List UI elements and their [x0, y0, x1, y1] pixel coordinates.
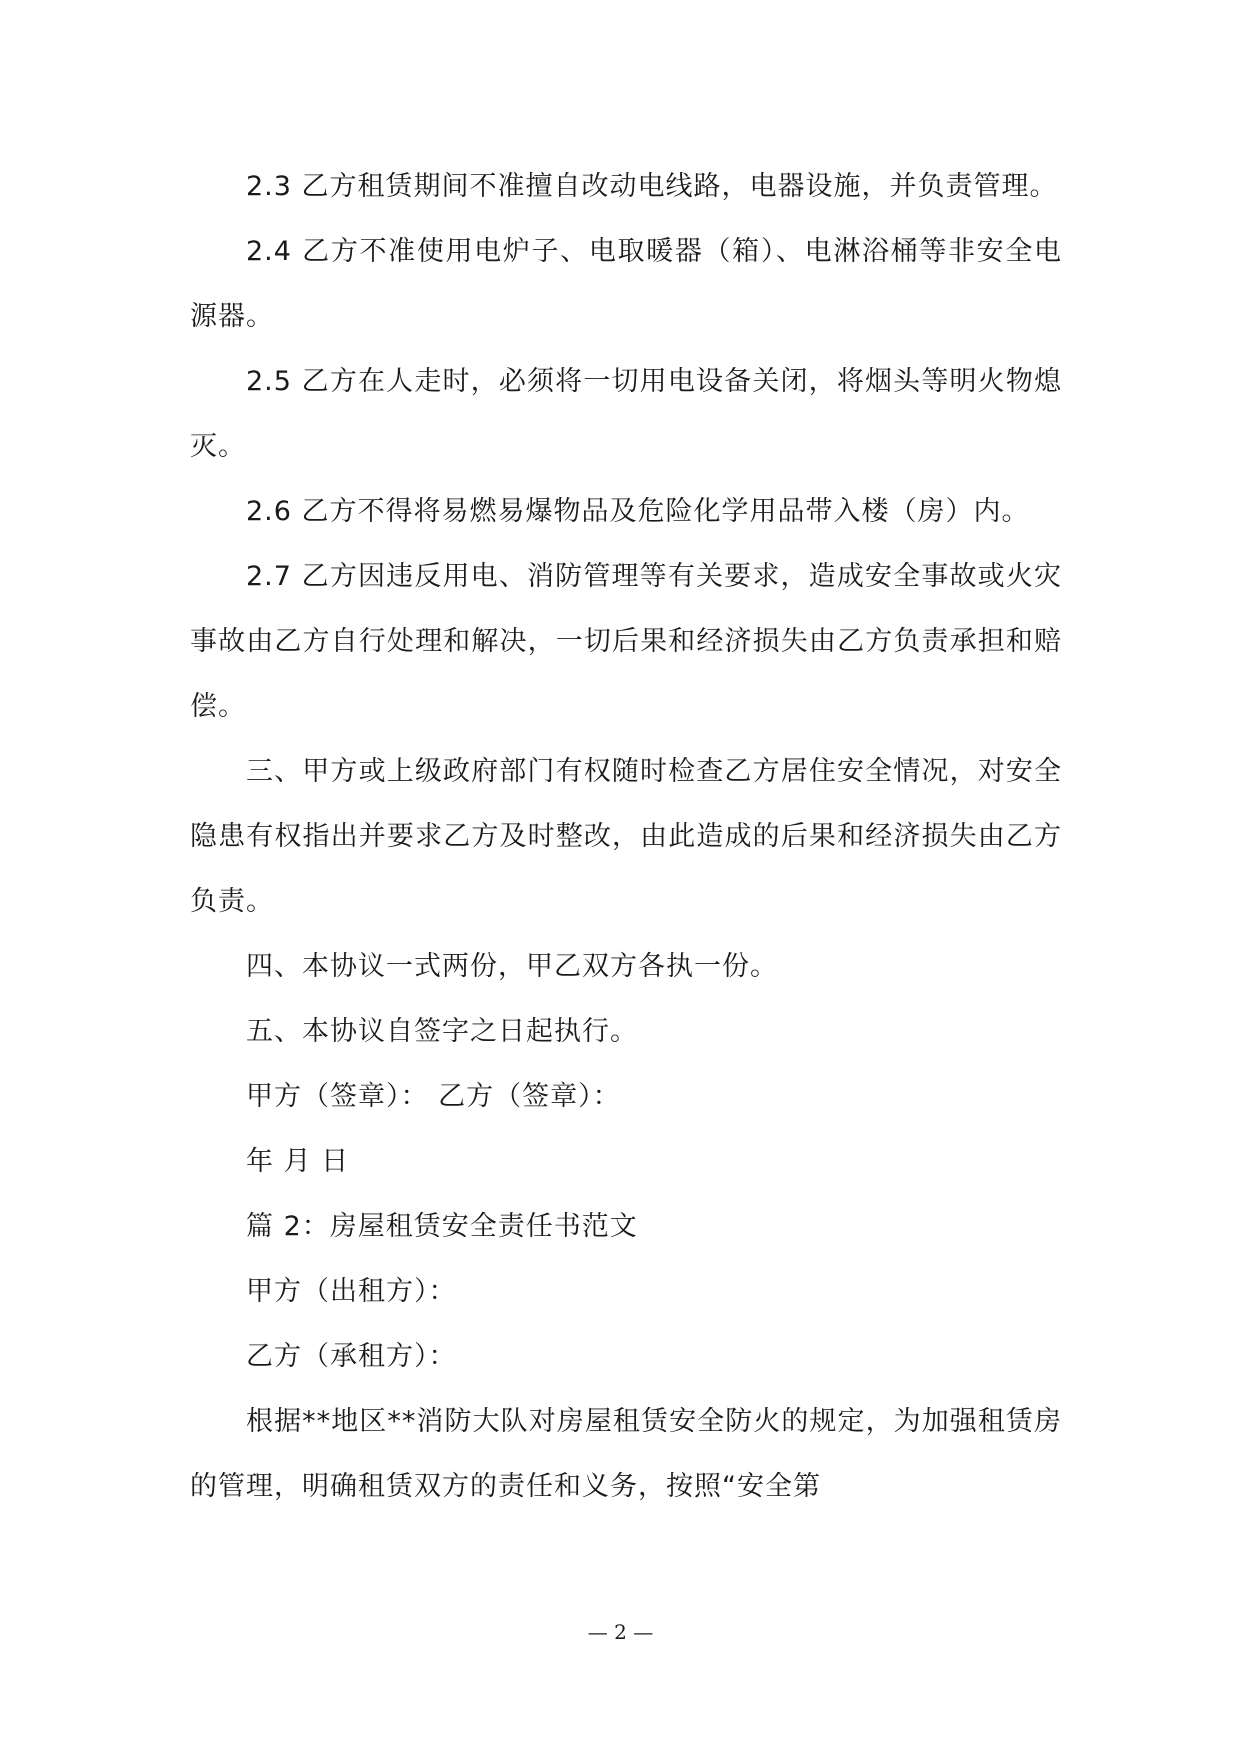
intro-paragraph: 根据**地区**消防大队对房屋租赁安全防火的规定，为加强租赁房的管理，明确租赁双方的责任和义务，按照“安全第 [190, 1406, 1062, 1502]
clause-5: 五、本协议自签字之日起执行。 [246, 1016, 638, 1047]
document-body [190, 154, 1062, 1519]
clause-2-4: 2.4 乙方不准使用电炉子、电取暖器（箱）、电淋浴桶等非安全电源器。 [190, 236, 1062, 332]
clause-3: 三、甲方或上级政府部门有权随时检查乙方居住安全情况，对安全隐患有权指出并要求乙方及时整改，由此造成的后果和经济损失由乙方负责。 [190, 756, 1062, 917]
page-number: — 2 — [587, 1620, 654, 1644]
date-line: 年 月 日 [246, 1146, 350, 1177]
section-heading: 篇 2：房屋租赁安全责任书范文 [246, 1211, 638, 1242]
party-a-line: 甲方（出租方）： [246, 1276, 457, 1307]
party-b-line: 乙方（承租方）： [246, 1341, 457, 1372]
clause-4: 四、本协议一式两份，甲乙双方各执一份。 [246, 951, 778, 982]
signature-line: 甲方（签章）： 乙方（签章）： [246, 1081, 621, 1112]
clause-2-6: 2.6 乙方不得将易燃易爆物品及危险化学用品带入楼（房）内。 [246, 496, 1030, 527]
clause-2-3: 2.3 乙方租赁期间不准擅自改动电线路，电器设施，并负责管理。 [246, 171, 1058, 202]
clause-2-5: 2.5 乙方在人走时，必须将一切用电设备关闭，将烟头等明火物熄灭。 [190, 366, 1062, 462]
clause-2-7: 2.7 乙方因违反用电、消防管理等有关要求，造成安全事故或火灾事故由乙方自行处理和解决，一切后果和经济损失由乙方负责承担和赔偿。 [190, 561, 1062, 722]
